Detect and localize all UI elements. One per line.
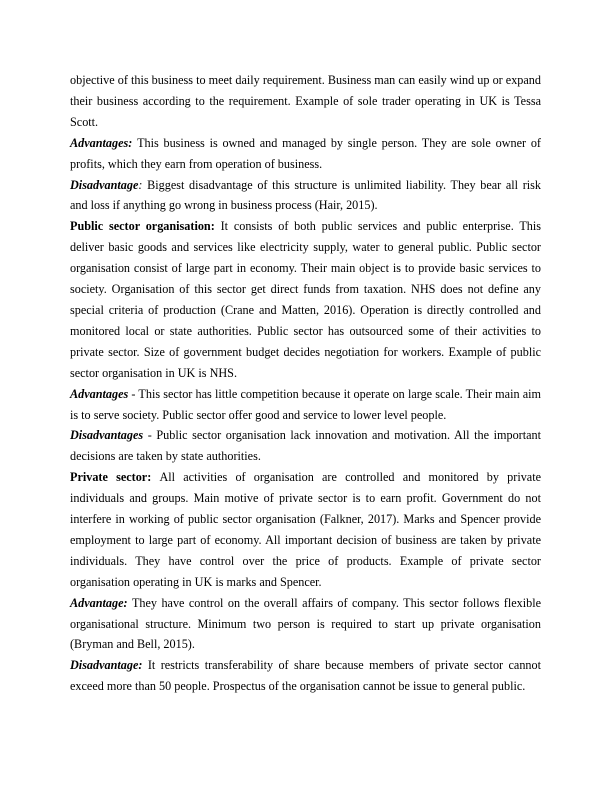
paragraph-private-sector <box>70 467 541 592</box>
paragraph-public-sector-advantages <box>70 384 541 426</box>
text-segment: Disadvantage: <box>70 658 148 673</box>
paragraph-public-sector-organisation <box>70 216 541 383</box>
text-segment: Advantages: <box>70 135 138 150</box>
text-segment: They have control on the overall affairs of company. This sector follows flexible organisational structure. Minimum two person is required to start up private organisation (Bryman and Bell, 2015). <box>70 595 541 652</box>
text-segment: : <box>138 177 148 192</box>
text-segment: Biggest disadvantage of this structure is unlimited liability. They bear all risk and loss if anything go wrong in business process (Hair, 2015). <box>70 177 542 213</box>
text-segment: This business is owned and managed by single person. They are sole owner of profits, which they earn from operation of business. <box>70 135 541 171</box>
text-segment: It restricts transferability of share because members of private sector cannot exceed more than 50 people. Prospectus of the organisation cannot be issue to general public. <box>70 658 541 694</box>
paragraph-private-sector-disadvantage <box>70 655 541 697</box>
paragraph-public-sector-disadvantages <box>70 425 541 467</box>
paragraph-private-sector-advantage <box>70 593 541 656</box>
paragraph-sole-trader-advantages <box>70 133 541 175</box>
text-segment: - Public sector organisation lack innovation and motivation. All the important decisions are taken by state authorities. <box>70 428 541 464</box>
paragraph-sole-trader-continuation <box>70 70 541 133</box>
text-segment: It consists of both public services and public enterprise. This deliver basic goods and services like electricity supply, water to general public. Public sector organisation consist of large part in economy. Their main object is to provide basic services to society. Organisation of this sector get direct funds from taxation. NHS does not define any special criteria of production (Crane and Matten, 2016). Operation is directly controlled and monitored local or state authorities. Public sector has outsourced some of their activities to private sector. Size of government budget decides negotiation for workers. Example of public sector organisation in UK is NHS. <box>70 219 541 380</box>
text-segment: Public sector organisation: <box>70 219 221 234</box>
text-segment: Advantage: <box>70 595 132 610</box>
text-segment: objective of this business to meet daily requirement. Business man can easily wind up or expand their business according to the requirement. Example of sole trader operating in UK is Tessa Scott. <box>70 73 541 129</box>
text-segment: - This sector has little competition because it operate on large scale. Their main aim is to serve society. Public sector offer good and service to lower level people. <box>70 386 541 422</box>
text-segment: Advantages <box>70 386 129 401</box>
text-segment: Private sector: <box>70 470 160 485</box>
text-segment: Disadvantage <box>70 177 139 192</box>
paragraph-sole-trader-disadvantage <box>70 175 541 217</box>
text-segment: All activities of organisation are controlled and monitored by private individuals and groups. Main motive of private sector is to earn profit. Government do not interfere in working of public sector organisation (Falkner, 2017). Marks and Spencer provide employment to large part of economy. All important decision of business are taken by private individuals. They have control over the price of products. Example of private sector organisation operating in UK is marks and Spencer. <box>70 470 542 589</box>
text-segment: Disadvantages <box>70 428 144 443</box>
page-content <box>70 70 541 697</box>
